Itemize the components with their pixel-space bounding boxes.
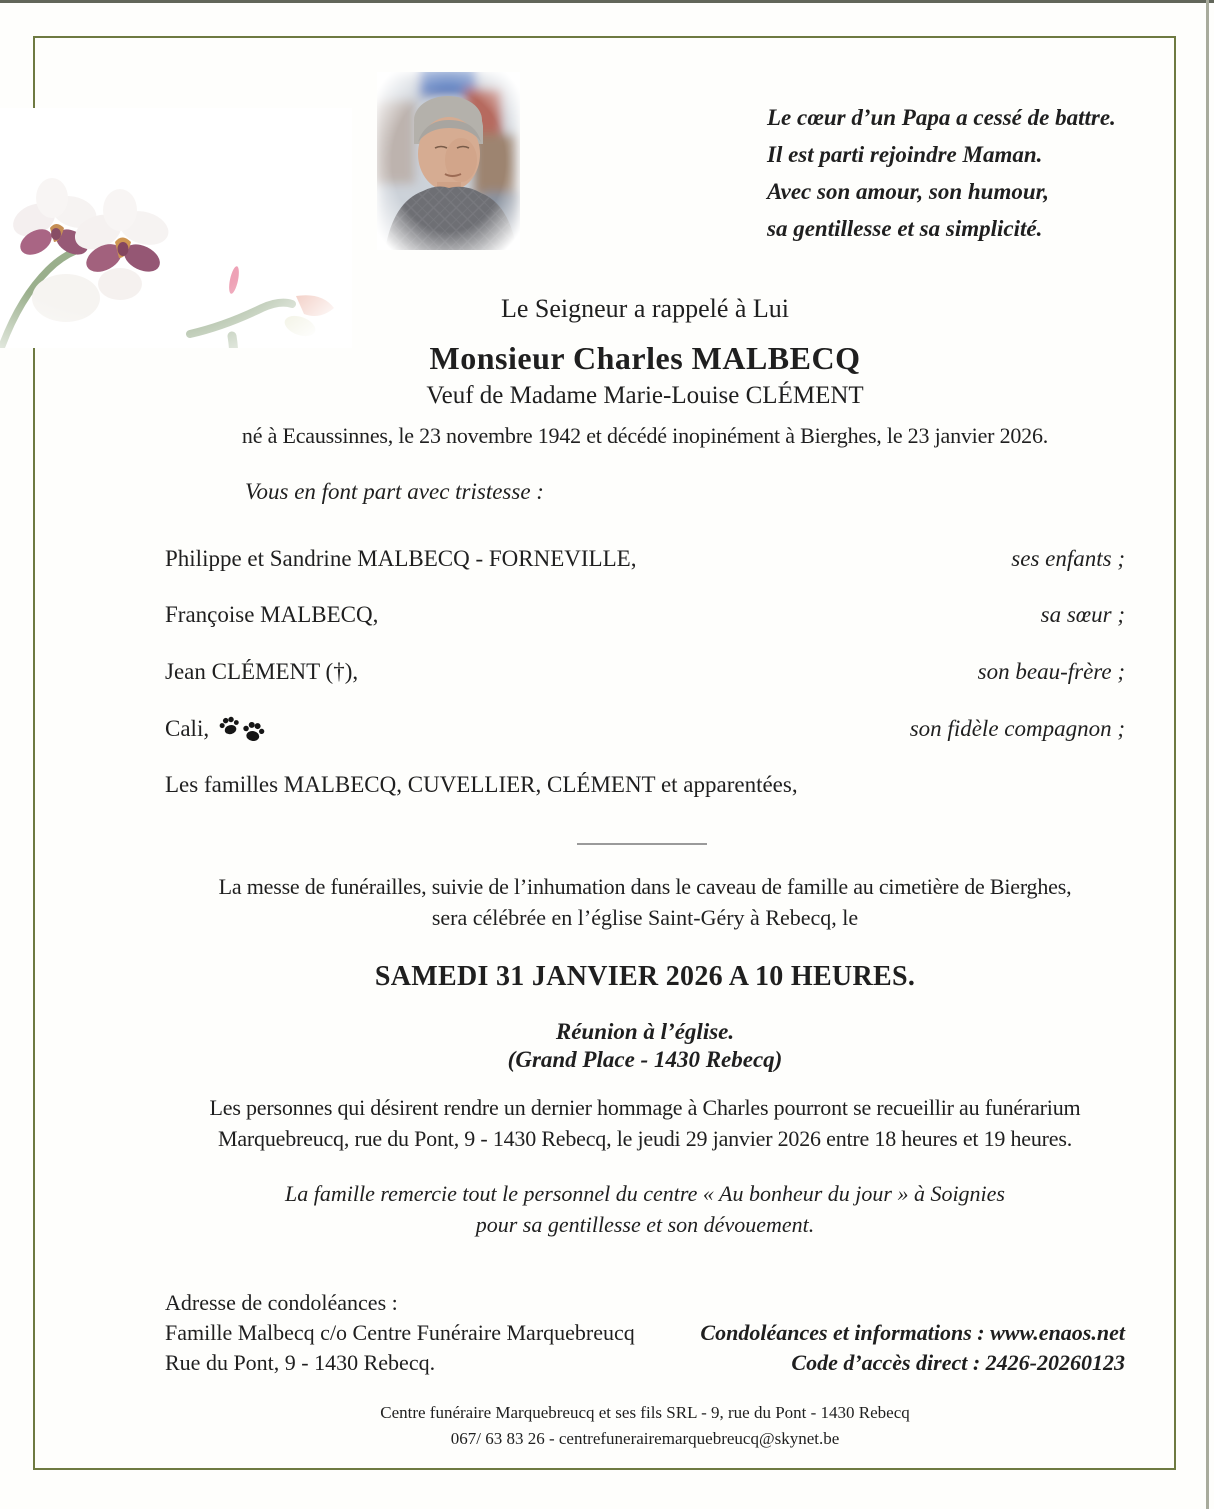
condolence-address-label: Adresse de condoléances : (165, 1290, 398, 1315)
scan-edge-top (0, 0, 1214, 3)
family-member-name (165, 716, 265, 742)
condolence-address-line: Rue du Pont, 9 - 1430 Rebecq. (165, 1350, 436, 1375)
visitation-line: Les personnes qui désirent rendre un dernier hommage à Charles pourront se recueillir au funérarium (209, 1095, 1081, 1120)
family-row (165, 716, 1125, 742)
birth-death-line: né à Ecaussinnes, le 23 novembre 1942 et décédé inopinément à Bierghes, le 23 janvier 2026. (241, 423, 1049, 448)
family-member-relation: ses enfants ; (1011, 546, 1125, 571)
ceremony-line: La messe de funérailles, suivie de l’inhumation dans le caveau de famille au cimetière de Bierghes, (218, 874, 1072, 899)
online-condolences-line: Condoléances et informations : www.enaos.net (700, 1320, 1125, 1345)
religious-intro: Le Seigneur a rappelé à Lui (500, 294, 790, 323)
quote-line: Avec son amour, son humour, (767, 179, 1050, 204)
quote-line: sa gentillesse et sa simplicité. (767, 216, 1043, 241)
condolence-address-line: Famille Malbecq c/o Centre Funéraire Marquebreucq (165, 1320, 635, 1345)
visitation-line: Marquebreucq, rue du Pont, 9 - 1430 Rebecq, le jeudi 29 janvier 2026 entre 18 heures et 19 heures. (217, 1126, 1073, 1151)
meeting-line: Réunion à l’église. (555, 1019, 735, 1044)
family-member-name: Philippe et Sandrine MALBECQ - FORNEVILLE, (165, 546, 637, 571)
quote-line: Il est parti rejoindre Maman. (767, 142, 1043, 167)
thanks-line: pour sa gentillesse et son dévouement. (475, 1212, 815, 1237)
online-condolences-block (700, 1318, 1125, 1378)
online-access-code-line: Code d’accès direct : 2426-20260123 (791, 1350, 1125, 1375)
family-row (165, 659, 1125, 685)
portrait-illustration (377, 72, 520, 250)
ceremony-datetime: SAMEDI 31 JANVIER 2026 A 10 HEURES. (374, 961, 916, 992)
family-member-relation: son beau-frère ; (977, 659, 1125, 684)
condolence-address-block (165, 1288, 635, 1378)
section-divider (577, 843, 707, 845)
scan-edge-right (1206, 0, 1209, 1509)
portrait-photo (377, 72, 520, 250)
memorial-quote (767, 99, 1157, 247)
extended-families-line: Les familles MALBECQ, CUVELLIER, CLÉMENT et apparentées, (165, 772, 798, 797)
funeral-home-footer-line: Centre funéraire Marquebreucq et ses fils SRL - 9, rue du Pont - 1430 Rebecq (380, 1403, 910, 1422)
widower-line: Veuf de Madame Marie-Louise CLÉMENT (426, 382, 864, 409)
meeting-place: (Grand Place - 1430 Rebecq) (507, 1047, 783, 1072)
thanks-line: La famille remercie tout le personnel du centre « Au bonheur du jour » à Soignies (285, 1181, 1005, 1206)
family-member-name: Françoise MALBECQ, (165, 602, 379, 627)
family-member-relation: sa sœur ; (1040, 602, 1125, 627)
family-row (165, 602, 1125, 628)
paw-icon (241, 720, 267, 744)
announcement-notice: Vous en font part avec tristesse : (245, 479, 544, 504)
funeral-home-contact-line: 067/ 63 83 26 - centrefunerairemarquebreucq@skynet.be (450, 1429, 840, 1448)
family-member-name: Jean CLÉMENT (†), (165, 659, 359, 684)
ceremony-line: sera célébrée en l’église Saint-Géry à Rebecq, le (431, 905, 859, 930)
family-row (165, 546, 1125, 572)
paw-icon (217, 714, 242, 738)
family-member-relation: son fidèle compagnon ; (909, 716, 1125, 741)
deceased-name: Monsieur Charles MALBECQ (429, 340, 861, 376)
pet-name: Cali, (165, 716, 210, 741)
quote-line: Le cœur d’un Papa a cessé de battre. (767, 105, 1116, 130)
